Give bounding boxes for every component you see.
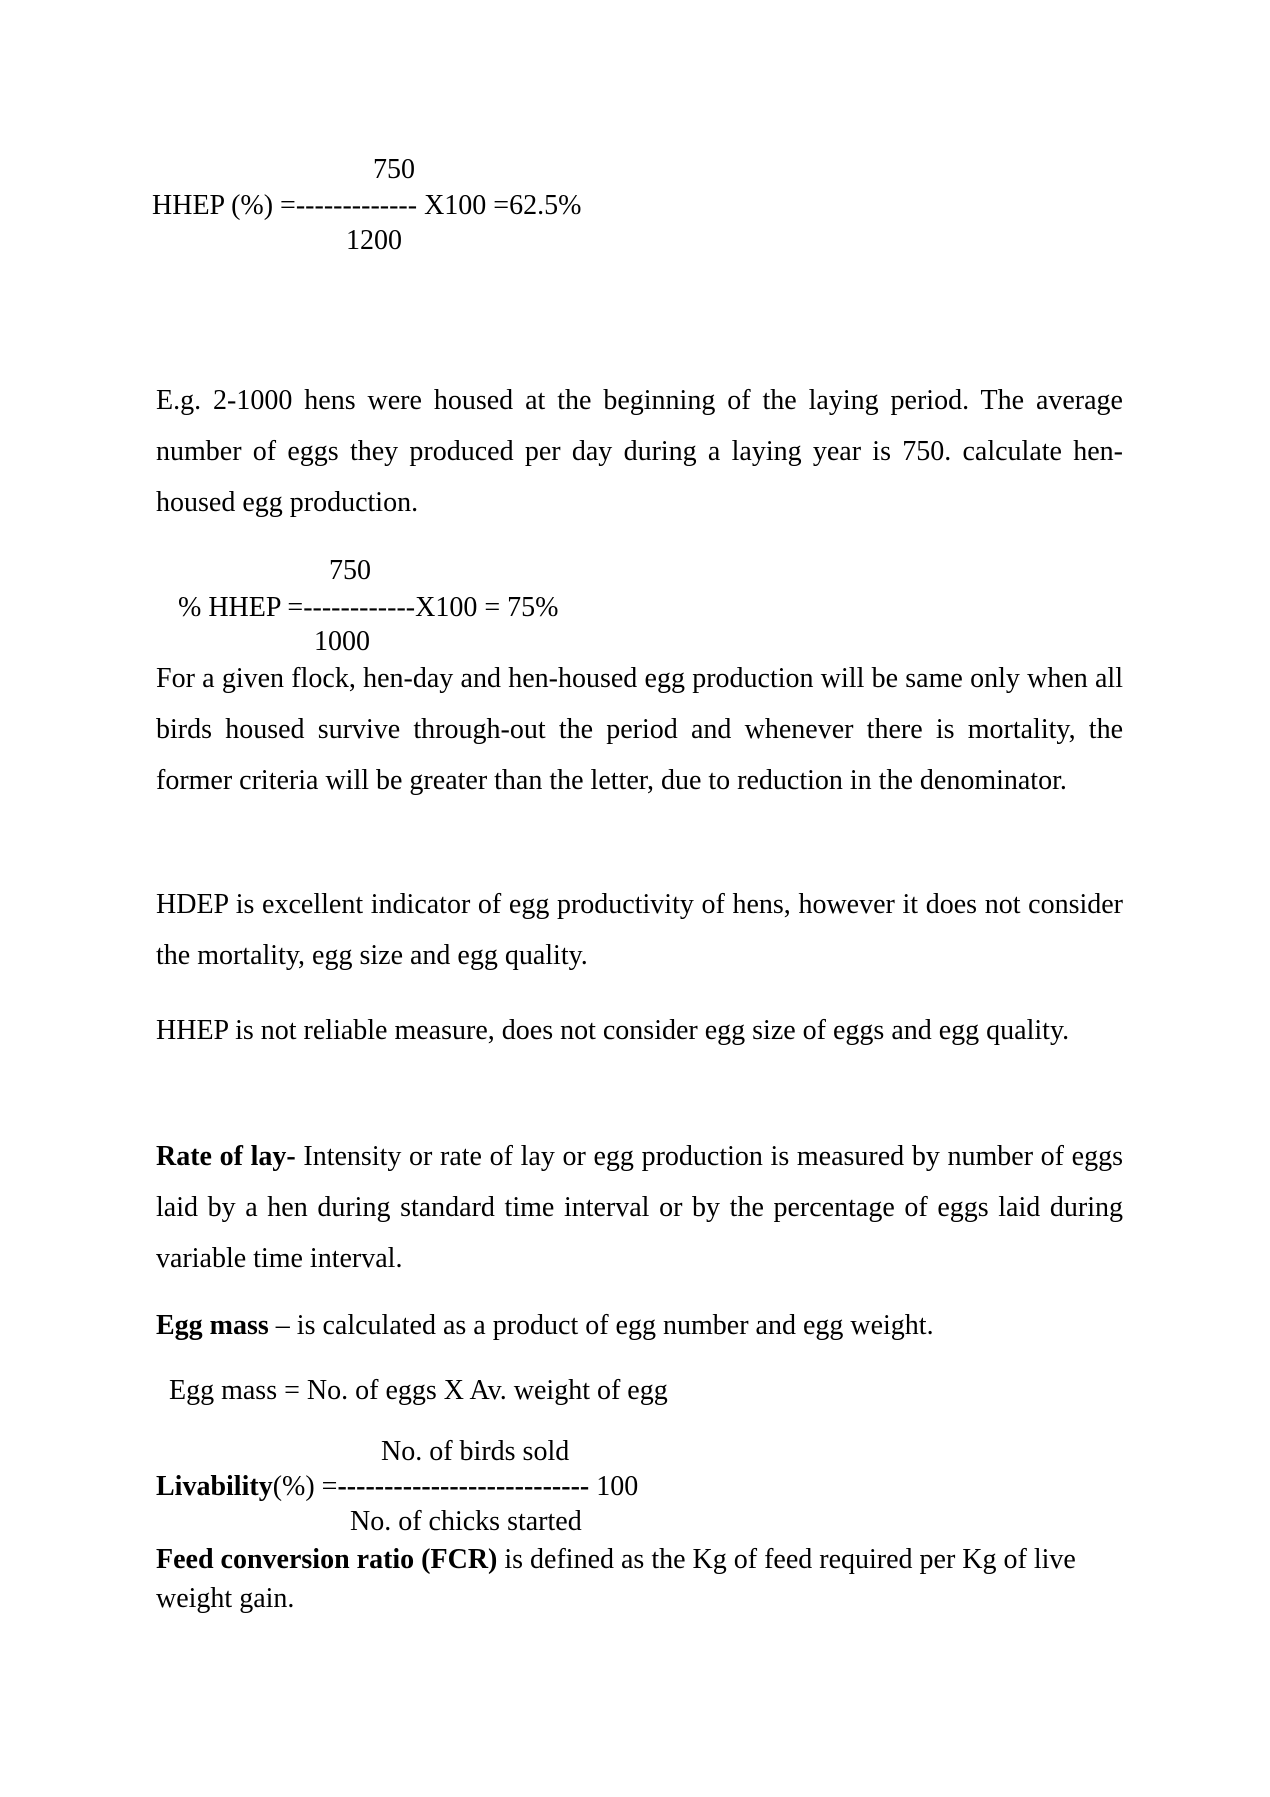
hhep-1-numerator: 750	[373, 154, 415, 185]
rate-of-lay-paragraph	[156, 1131, 1123, 1284]
livability-dashes: ---------------------------	[337, 1471, 590, 1502]
comparison-paragraph: For a given flock, hen-day and hen-housed egg production will be same only when all birds housed survive through-out the period and whenever there is mortality, the former criteria will be greater than the letter, due to reduction in the denominator.	[156, 663, 1123, 796]
hhep-1-lhs: HHEP (%) =	[152, 190, 296, 221]
hhep-2-formula	[178, 592, 558, 624]
egg-mass-paragraph	[156, 1300, 1123, 1351]
hdep-paragraph: HDEP is excellent indicator of egg productivity of hens, however it does not consider the mortality, egg size and egg quality.	[156, 889, 1123, 971]
hhep-2-lhs: % HHEP =	[178, 592, 304, 623]
hhep-2-rhs: X100 = 75%	[415, 592, 559, 623]
hhep-1-dashes: -------------	[295, 190, 418, 221]
example-2-paragraph: E.g. 2-1000 hens were housed at the beginning of the laying period. The average number of eggs they produced per day during a laying year is 750. calculate hen-housed egg production.	[156, 385, 1123, 518]
livability-denominator: No. of chicks started	[350, 1506, 582, 1537]
hhep-2-dashes: ------------	[303, 592, 416, 623]
egg-mass-text: – is calculated as a product of egg number and egg weight.	[268, 1310, 934, 1341]
livability-lhs: (%) =	[272, 1471, 338, 1502]
hhep-1-denominator: 1200	[346, 225, 402, 256]
hhep-paragraph: HHEP is not reliable measure, does not consider egg size of eggs and egg quality.	[156, 1015, 1070, 1046]
egg-mass-term: Egg mass	[156, 1310, 269, 1341]
hhep-1-rhs: X100 =62.5%	[424, 190, 582, 221]
hhep-2-denominator: 1000	[314, 626, 370, 657]
hhep-1-formula	[152, 190, 581, 222]
livability-formula	[156, 1471, 638, 1503]
livability-rhs: 100	[589, 1471, 639, 1502]
egg-mass-formula: Egg mass = No. of eggs X Av. weight of egg	[169, 1375, 668, 1406]
rate-of-lay-text: Intensity or rate of lay or egg production is measured by number of eggs laid by a hen during standard time interval or by the percentage of eggs laid during variable time interval.	[156, 1141, 1123, 1274]
hhep-2-numerator: 750	[329, 555, 371, 586]
livability-numerator: No. of birds sold	[381, 1436, 570, 1467]
livability-term: Livability	[156, 1471, 273, 1502]
rate-of-lay-term: Rate of lay-	[156, 1141, 296, 1172]
fcr-term: Feed conversion ratio (FCR)	[156, 1544, 498, 1575]
fcr-text: is defined as the Kg of feed required per Kg of live weight gain.	[156, 1544, 1076, 1614]
fcr-paragraph	[156, 1540, 1123, 1618]
